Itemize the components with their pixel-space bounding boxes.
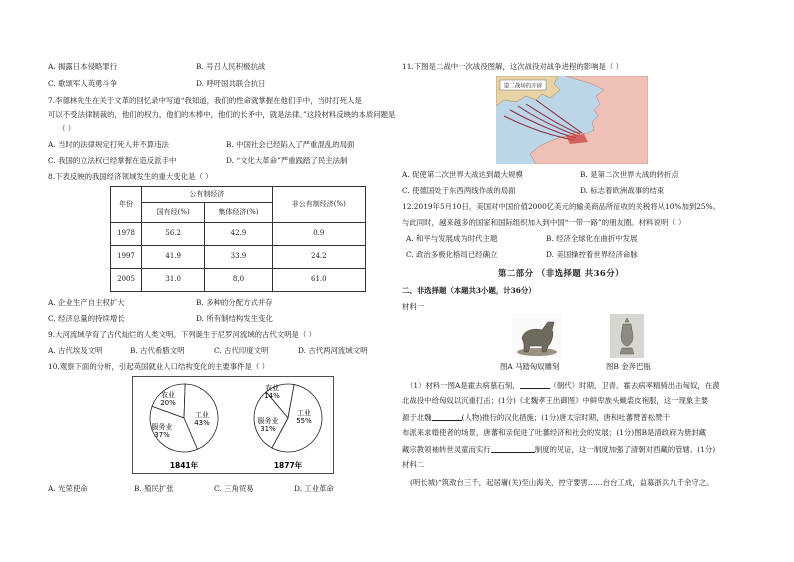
pie-1841-pct-agriculture: 20% — [160, 399, 176, 407]
q8-option-d[interactable]: D. 所有制结构发生变化 — [196, 314, 273, 323]
table-header-state: 国有经(%) — [142, 203, 205, 223]
q10-option-b[interactable]: B. 殖民扩张 — [134, 484, 174, 493]
q9-option-a[interactable]: A. 古代埃及文明 — [48, 346, 103, 355]
q7-option-a[interactable]: A. 当时的法律规定打死人并不算违法 — [48, 140, 169, 149]
pie-1841-pct-industry: 43% — [194, 419, 210, 427]
pie-1841-pct-service: 37% — [154, 431, 170, 439]
table-cell-collective: 33.9 — [205, 246, 272, 269]
q7-option-c[interactable]: C. 我国的立法权已经掌握在造反派手中 — [48, 156, 177, 165]
pie-1841-label-service: 服务业 — [151, 423, 173, 431]
q7-stem-line2: 可以不受法律制裁的，他们的权力，他们的木棒中，他们的长矛中，就是法律。”这段材料反映的本质问题是 — [48, 110, 396, 119]
q12-option-a[interactable]: A. 和平与发展成为时代主题 — [406, 234, 498, 243]
q12-stem-line1: 12.2019年5月10日，美国对中国价值2000亿美元的输美商品所征收的关税将从10%加到25%。 — [402, 202, 721, 211]
table-header-public: 公有制经济 — [142, 187, 272, 203]
table-cell-state: 56.2 — [142, 223, 205, 246]
q13-line5-b: 制度的见证，这一制度加强了清朝对西藏的管辖。(1分) — [534, 445, 716, 454]
q6-option-c[interactable]: C. 歌颂军人英勇斗争 — [48, 79, 118, 88]
pie-1877-pct-industry: 55% — [296, 417, 312, 425]
table-header-nonpublic: 非公有制经济(%) — [272, 187, 365, 223]
q11-option-c[interactable]: C. 使德国处于东西两线作战的局面 — [402, 186, 516, 195]
table-cell-year: 1978 — [111, 223, 142, 246]
table-cell-state: 41.9 — [142, 246, 205, 269]
q6-option-b[interactable]: B. 号召人民积极抗战 — [196, 62, 266, 71]
q13-line3-a: 源于北魏 — [402, 413, 432, 422]
q13-line2: 北战役中给匈奴以沉重打击；(1分)《北魏孝王出御图》中鲜卑族头戴裘皮袍服，这一现象主要 — [402, 396, 709, 405]
table-row — [111, 246, 366, 269]
table-row — [111, 223, 366, 246]
q7-stem-line1: 7.李德林先生在关于文革的回忆录中写道“我知道，我们的性命就掌握在他们手中，当时打死人是 — [48, 96, 362, 105]
pie-1877-year: 1877年 — [273, 461, 303, 470]
q13-line1-a: （1）材料一图A是霍去病墓石刻， — [406, 381, 520, 390]
pie-1877-label-industry: 工业 — [297, 409, 311, 417]
q13-line3 — [402, 412, 670, 423]
pie-1877-pct-agriculture: 14% — [264, 392, 280, 400]
q12-option-b[interactable]: B. 经济全球化在曲折中发展 — [546, 234, 638, 243]
image-b-caption: 图B 金奔巴瓶 — [606, 362, 651, 371]
table-cell-nonpublic: 61.0 — [272, 269, 365, 292]
golden-urn-image — [610, 314, 644, 358]
q9-option-b[interactable]: B. 古代希腊文明 — [130, 346, 185, 355]
q11-option-a[interactable]: A. 促使第二次世界大战达到最大规模 — [402, 170, 523, 179]
q12-option-d[interactable]: D. 美国操控着世界经济命脉 — [546, 250, 638, 259]
q8-option-a[interactable]: A. 企业生产自主权扩大 — [48, 298, 125, 307]
q7-option-d[interactable]: D. “文化大革命”严重践踏了民主法制 — [226, 156, 348, 165]
pie-1841-year: 1841年 — [169, 461, 199, 470]
employment-pie-charts — [132, 376, 334, 474]
pie-1877-pct-service: 31% — [260, 425, 276, 433]
q13-line3-b: (人物)推行的汉化措施；(1分)唐太宗时期，唐和吐蕃赞普松赞干 — [461, 413, 670, 422]
table-cell-collective: 42.9 — [205, 223, 272, 246]
image-a-caption: 图A 马踏匈奴雕刻 — [500, 362, 560, 371]
pie-1841-label-industry: 工业 — [195, 411, 209, 419]
table-cell-collective: 8.0 — [205, 269, 272, 292]
table-header-collective: 集体经济(%) — [205, 203, 272, 223]
q9-stem: 9.大河流域孕育了古代灿烂的人类文明。下列诞生于尼罗河流域的古代文明是（ ） — [48, 330, 317, 339]
q13-line5-a: 藏宗教领袖转世灵童而实行 — [402, 445, 491, 454]
q6-option-a[interactable]: A. 揭露日本侵略罪行 — [48, 62, 118, 71]
q13-line4: 布派来求婚使者的场景，唐蕃和亲促进了吐蕃经济和社会的发展；(1分)图B是清政府为册封藏 — [402, 428, 707, 437]
q11-option-b[interactable]: B. 是第二次世界大战的转折点 — [580, 170, 679, 179]
pie-1877-label-agriculture: 农业 — [265, 384, 279, 392]
table-cell-year: 1997 — [111, 246, 142, 269]
part-two-heading: 第二部分 （非选择题 共36分） — [498, 268, 624, 278]
q12-option-c[interactable]: C. 政治多极化格局已经确立 — [406, 250, 498, 259]
q10-stem: 10.观察下面的分析，引起英国就业人口结构变化的主要事件是（ ） — [48, 362, 270, 371]
q10-option-c[interactable]: C. 三角贸易 — [214, 484, 254, 493]
q11-option-d[interactable]: D. 标志着欧洲战事的结束 — [580, 186, 665, 195]
q13-line5 — [402, 444, 715, 455]
q9-option-d[interactable]: D. 古代两河流域文明 — [298, 346, 368, 355]
answer-blank-system[interactable] — [491, 444, 535, 453]
material-two-label: 材料二 — [402, 460, 425, 469]
table-cell-year: 2005 — [111, 269, 142, 292]
image-a-base — [517, 348, 557, 356]
q6-option-d[interactable]: D. 呼吁国共联合抗日 — [196, 79, 266, 88]
table-cell-nonpublic: 24.2 — [272, 246, 365, 269]
table-header-year: 年份 — [111, 187, 142, 223]
q10-option-a[interactable]: A. 光荣使命 — [48, 484, 88, 493]
q13-line1-b: （朝代）时期，卫青、霍去病率精骑出击匈奴，在漠 — [549, 381, 720, 390]
q10-option-d[interactable]: D. 工业革命 — [294, 484, 334, 493]
q8-option-c[interactable]: C. 经济总量的持续增长 — [48, 314, 125, 323]
q8-stem: 8.下表反映的我国经济领域发生的重大变化是（ ） — [48, 172, 213, 181]
map-title: 第二战场的开辟 — [503, 83, 543, 90]
pie-1841-label-agriculture: 农业 — [161, 391, 175, 399]
section-heading: 二、非选择题（本题共3小题，计36分） — [402, 286, 536, 295]
q13-line1 — [406, 380, 720, 391]
table-row — [111, 269, 366, 292]
answer-blank-dynasty[interactable] — [520, 380, 550, 389]
q7-option-b[interactable]: B. 中国社会已经陷入了严重混乱的局面 — [226, 140, 355, 149]
pie-1877-label-service: 服务业 — [257, 417, 279, 425]
table-cell-state: 31.0 — [142, 269, 205, 292]
q7-stem-line3: （ ） — [58, 124, 76, 133]
horse-sculpture-image — [512, 314, 562, 358]
normandy-map — [496, 76, 648, 164]
q8-option-b[interactable]: B. 多种的分配方式并存 — [196, 298, 273, 307]
q12-stem-line2: 与此同时，越来越多的国家和国际组织加入到中国“一带一路”的朋友圈。材料说明（ ） — [402, 218, 686, 227]
q9-option-c[interactable]: C. 古代印度文明 — [214, 346, 269, 355]
economy-table — [110, 186, 366, 292]
table-cell-nonpublic: 0.9 — [272, 223, 365, 246]
q11-stem: 11.下图是二战中一次战役图解，这次战役对战争进程的影响是（ ） — [402, 62, 624, 71]
material-two-text: (明长城)“筑敌台三千，起居庸(关)至山海关，控守要害……台台工成，益募浙兵九千余守之。 — [410, 478, 714, 487]
material-one-label: 材料一 — [402, 302, 425, 311]
answer-blank-person[interactable] — [432, 412, 462, 421]
